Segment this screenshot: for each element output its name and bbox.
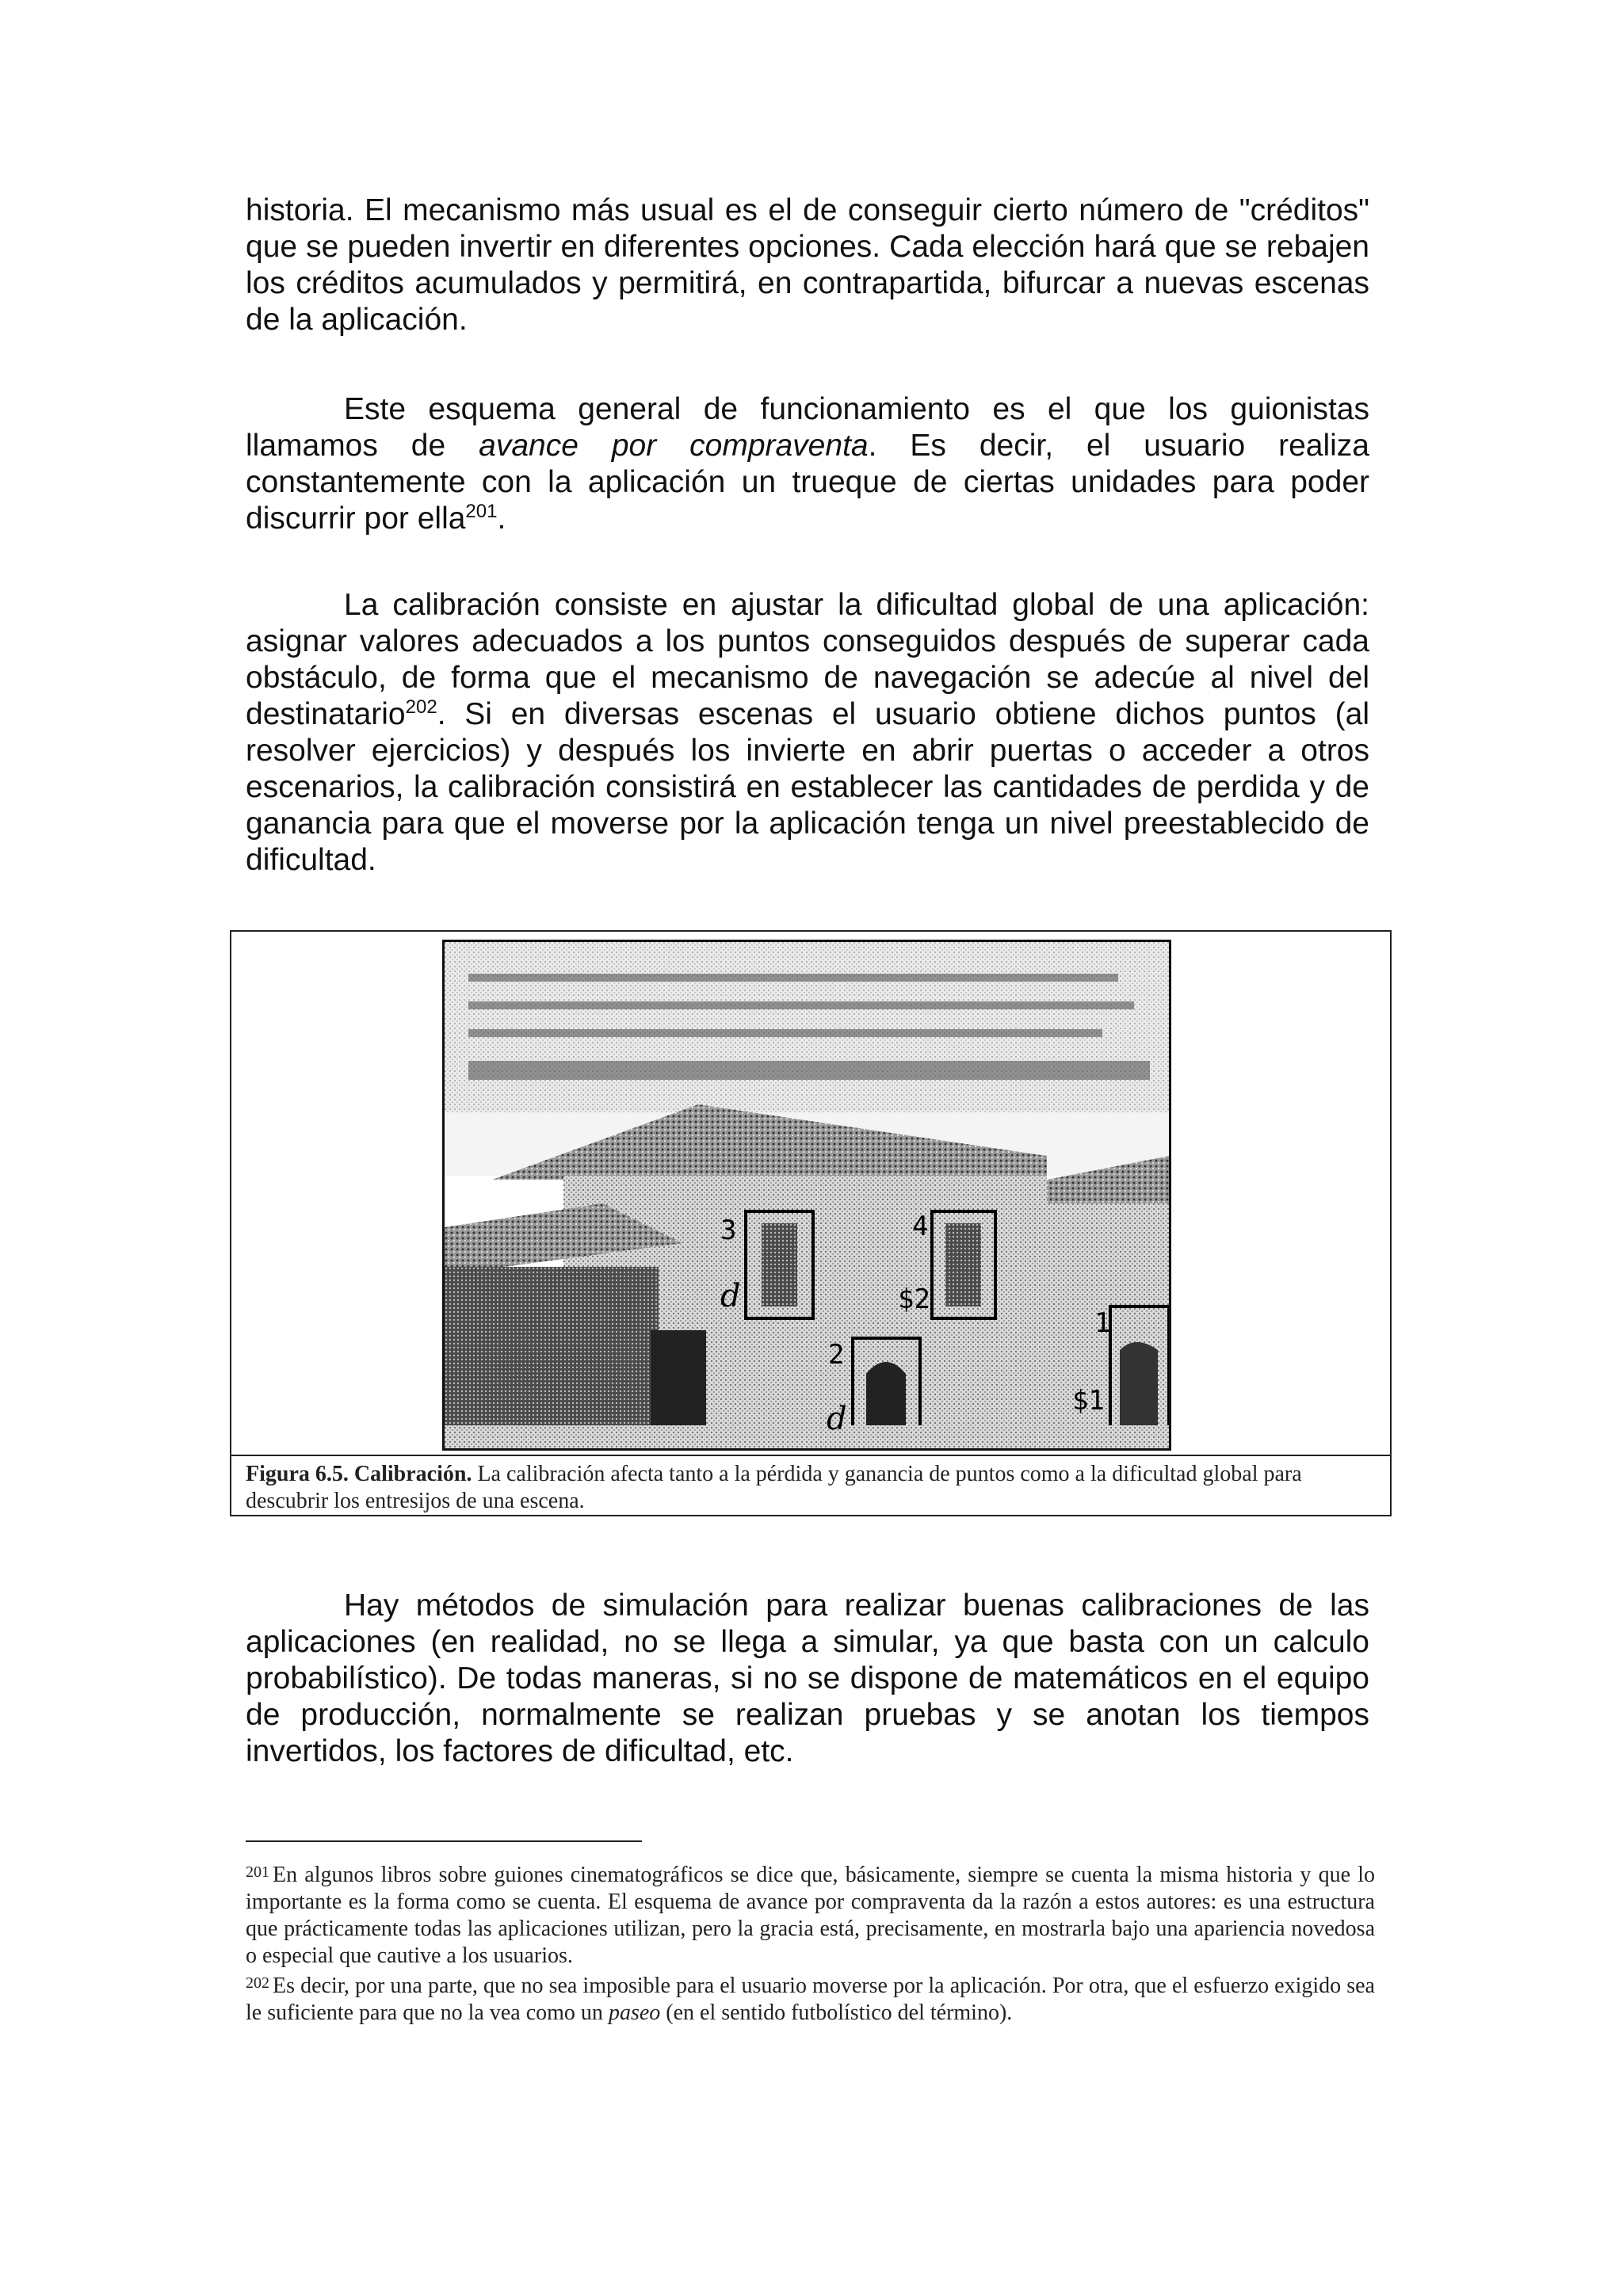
footnote-201-number: 201: [246, 1863, 269, 1881]
paragraph-1: [246, 193, 1369, 338]
footnote-202-italic: paseo: [608, 2000, 661, 2025]
label-2: 2: [828, 1339, 845, 1371]
calibration-photo: [442, 940, 1171, 1451]
footnote-ref-201[interactable]: 201: [465, 501, 498, 522]
house-illustration: [445, 942, 1169, 1448]
paragraph-3-text-cont: . Si en diversas escenas el usuario obtiene dichos puntos (al resolver ejercicios) y después los invierte en abrir puertas o acceder a otros escenarios, la calibración consistirá en establecer las cantidades de perdida y de ganancia para que el moverse por la aplicación tenga un nivel preestablecido de dificultad.: [246, 697, 1369, 877]
footnotes: [246, 1859, 1375, 2027]
label-price-2: $2: [898, 1283, 930, 1315]
footnote-201: [246, 1859, 1375, 1970]
paragraph-1-text: historia. El mecanismo más usual es el de conseguir cierto número de "créditos" que se pueden invertir en diferentes opciones. Cada elección hará que se rebajen los créditos acumulados y permitirá, en contrapartida, bifurcar a nuevas escenas de la aplicación.: [246, 193, 1369, 337]
figure-caption-text: La calibración afecta tanto a la pérdida y ganancia de puntos como a la dificultad global para descubrir los entresijos de una escena.: [246, 1462, 1302, 1513]
paragraph-2-text: Este esquema general de funcionamiento es el que los guionistas llamamos de: [246, 392, 1369, 463]
paragraph-3-text: La calibración consiste en ajustar la dificultad global de una aplicación: asignar valores adecuados a los puntos conseguidos después de superar cada obstáculo, de forma que el mecanismo de navegación se adecúe al nivel del destinatario: [246, 588, 1369, 731]
figure-caption: [231, 1455, 1390, 1515]
label-4: 4: [912, 1211, 929, 1242]
paragraph-2: [246, 391, 1369, 537]
label-price-1: $1: [1072, 1385, 1105, 1417]
footnote-201-text: En algunos libros sobre guiones cinematográficos se dice que, básicamente, siempre se cuenta la misma historia y que lo importante es la forma como se cuenta. El esquema de avance por compraventa da la razón a estos autores: es una estructura que prácticamente todas las aplicaciones utilizan, pero la gracia está, precisamente, en mostrarla bajo una apariencia novedosa o especial que cautive a los usuarios.: [246, 1863, 1375, 1968]
paragraph-3: [246, 587, 1369, 879]
paragraph-2-text-cont: . Es decir, el usuario realiza constantemente con la aplicación un trueque de ciertas unidades para poder discurrir por ella: [246, 429, 1369, 536]
label-d-window: d: [720, 1278, 741, 1314]
paragraph-2-end: .: [497, 502, 506, 536]
footnote-202: [246, 1970, 1375, 2027]
footnote-202-number: 202: [246, 1974, 269, 1992]
footnote-ref-202[interactable]: 202: [405, 696, 437, 718]
label-1: 1: [1094, 1307, 1111, 1339]
paragraph-4-text: Hay métodos de simulación para realizar buenas calibraciones de las aplicaciones (en realidad, no se llega a simular, ya que basta con un calculo probabilístico). De todas maneras, si no se dispone de matemáticos en el equipo de producción, normalmente se realizan pruebas y se anotan los tiempos invertidos, los factores de dificultad, etc.: [246, 1589, 1369, 1768]
footnote-202-text: Es decir, por una parte, que no sea imposible para el usuario moverse por la aplicación. Por otra, que el esfuerzo exigido sea le suficiente para que no la vea como un: [246, 1974, 1375, 2025]
label-d-door: d: [827, 1401, 847, 1437]
figure-6-5: [230, 930, 1392, 1516]
label-3: 3: [720, 1215, 737, 1246]
footnote-separator: [246, 1840, 642, 1842]
figure-caption-title: Figura 6.5. Calibración.: [246, 1462, 472, 1486]
paragraph-4: [246, 1588, 1369, 1770]
footnote-202-text-cont: (en el sentido futbolístico del término).: [660, 2000, 1013, 2025]
paragraph-2-italic-term: avance por compraventa: [479, 429, 869, 463]
